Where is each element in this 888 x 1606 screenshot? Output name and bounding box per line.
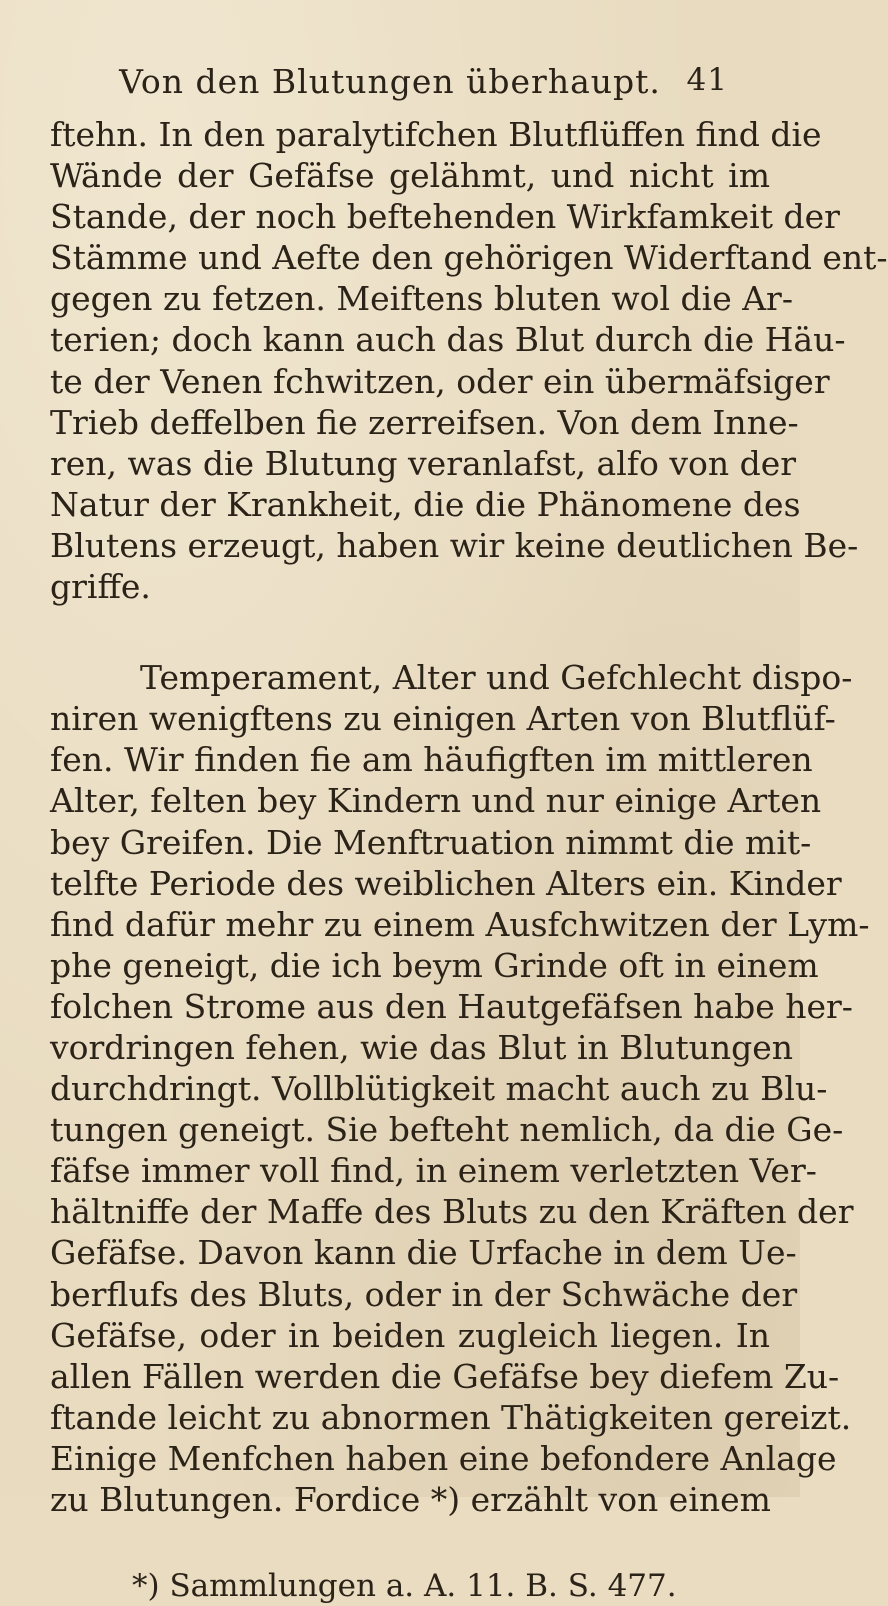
text-line: bey Greifen. Die Menftruation nimmt die mit-	[50, 822, 812, 862]
text-line: fen. Wir finden fie am häufigften im mittleren	[50, 740, 813, 780]
text-line: allen Fällen werden die Gefäfse bey diefem Zu-	[50, 1356, 840, 1396]
text-line: griffe.	[50, 567, 151, 607]
text-line: Gefäfse. Davon kann die Urfache in dem Ue-	[50, 1233, 797, 1273]
page-header	[50, 62, 770, 114]
paragraph-2	[50, 657, 870, 1520]
running-head: Von den Blutungen überhaupt.	[119, 62, 661, 101]
text-line: Stande, der noch beftehenden Wirkfamkeit der	[50, 197, 840, 237]
text-line: Wände der Gefäfse gelähmt, und nicht im	[50, 156, 770, 196]
text-line: berflufs des Bluts, oder in der Schwäche der	[50, 1274, 798, 1314]
paragraph-spacer	[50, 607, 770, 657]
text-line: zu Blutungen. Fordice *) erzählt von einem	[50, 1480, 771, 1519]
text-line: Temperament, Alter und Gefchlecht dispo-	[140, 658, 853, 698]
text-line: Alter, felten bey Kindern und nur einige Arten	[50, 781, 822, 821]
text-line: telfte Periode des weiblichen Alters ein. Kinder	[50, 863, 842, 903]
text-line: durchdringt. Vollblütigkeit macht auch zu Blu-	[50, 1069, 828, 1109]
text-line: Natur der Krankheit, die die Phänomene des	[50, 484, 801, 524]
text-line: find dafür mehr zu einem Ausfchwitzen der Lym-	[50, 904, 870, 944]
text-line: Stämme und Aefte den gehörigen Widerftand ent-	[50, 238, 888, 278]
text-line: terien; doch kann auch das Blut durch die Häu-	[50, 320, 846, 360]
footnote: *) Sammlungen a. A. 11. B. S. 477.	[132, 1568, 677, 1605]
text-line: ftande leicht zu abnormen Thätigkeiten gereizt.	[50, 1397, 852, 1437]
paragraph-1	[50, 114, 888, 607]
text-line: Trieb deffelben fie zerreifsen. Von dem Inne-	[50, 402, 799, 442]
text-line: ren, was die Blutung veranlafst, alfo von der	[50, 443, 796, 483]
text-line: ftehn. In den paralytifchen Blutflüffen find die	[50, 115, 822, 154]
footnote-spacer	[50, 1520, 770, 1566]
text-line: gegen zu fetzen. Meiftens bluten wol die Ar-	[50, 279, 793, 319]
text-line: hältniffe der Maffe des Bluts zu den Kräften der	[50, 1192, 854, 1232]
text-line: fäfse immer voll find, in einem verletzten Ver-	[50, 1151, 817, 1191]
text-line: te der Venen fchwitzen, oder ein übermäfsiger	[50, 361, 830, 401]
text-line: niren wenigftens zu einigen Arten von Blutflüf-	[50, 699, 836, 739]
text-line: folchen Strome aus den Hautgefäfsen habe her-	[50, 986, 853, 1026]
text-line: Blutens erzeugt, haben wir keine deutlichen Be-	[50, 525, 859, 565]
text-line: Gefäfse, oder in beiden zugleich liegen. In	[50, 1315, 770, 1355]
text-line: vordringen fehen, wie das Blut in Blutungen	[50, 1027, 794, 1067]
text-line: tungen geneigt. Sie befteht nemlich, da die Ge-	[50, 1110, 844, 1150]
text-line: Einige Menfchen haben eine befondere Anlage	[50, 1438, 837, 1478]
page-number: 41	[686, 62, 728, 98]
text-line: phe geneigt, die ich beym Grinde oft in einem	[50, 945, 819, 985]
